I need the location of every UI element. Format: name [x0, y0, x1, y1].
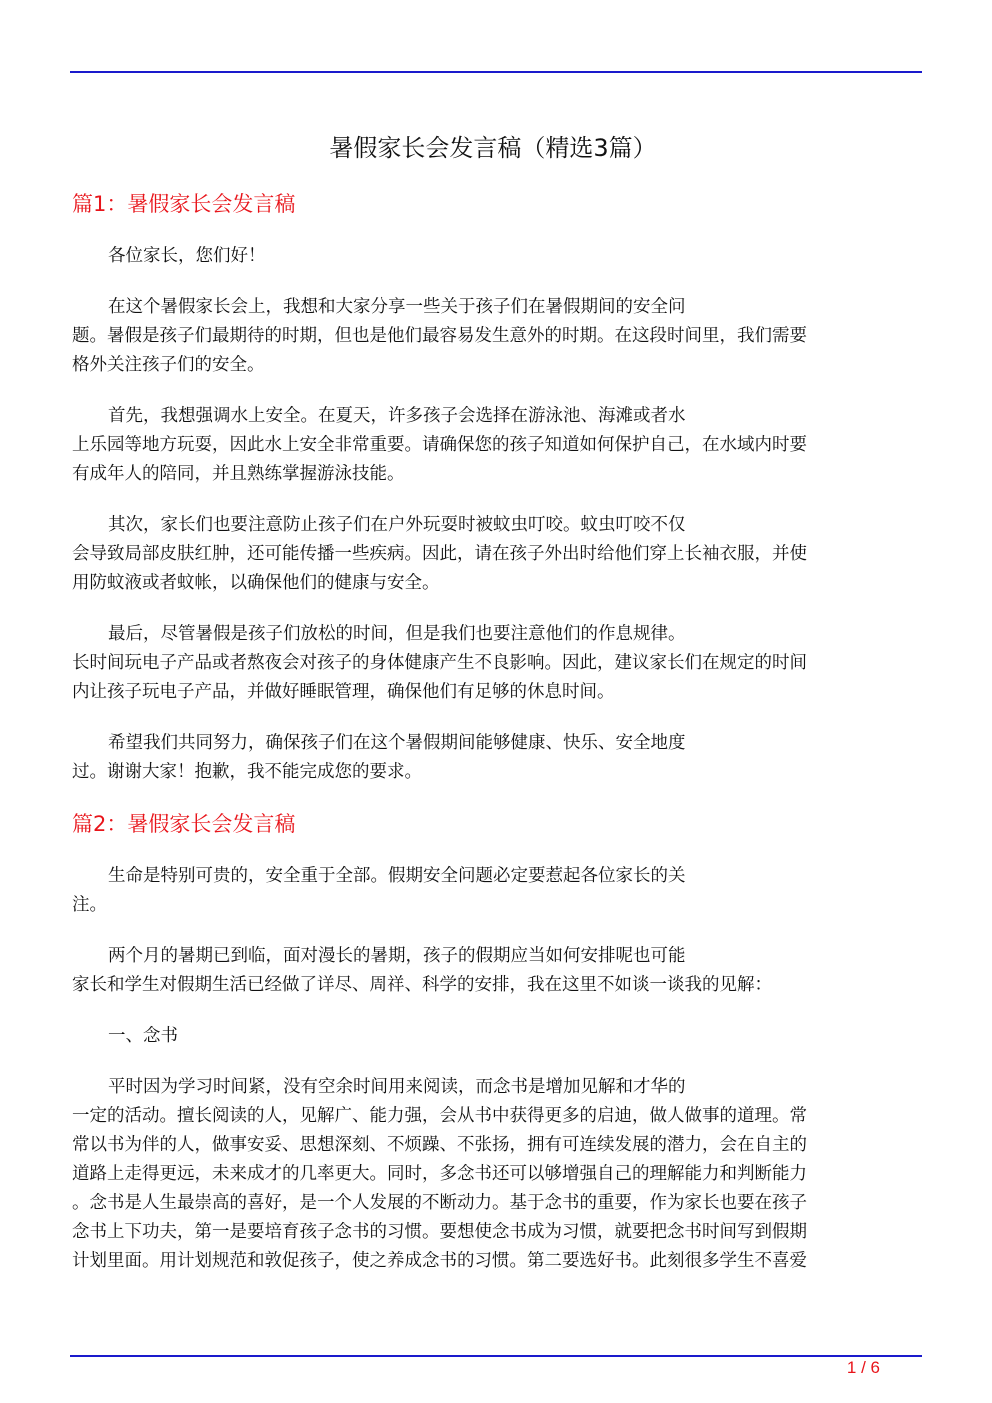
- paragraph-line: 。念书是人生最崇高的喜好，是一个人发展的不断动力。基于念书的重要，作为家长也要在孩子: [72, 1193, 807, 1213]
- paragraph-line: 在这个暑假家长会上，我想和大家分享一些关于孩子们在暑假期间的安全问: [108, 297, 686, 317]
- section-heading: 篇2：暑假家长会发言稿: [72, 812, 296, 836]
- paragraph: [72, 1022, 914, 1051]
- paragraph: [72, 862, 914, 920]
- paragraph: [72, 620, 914, 707]
- paragraph-line: 道路上走得更远，未来成才的几率更大。同时，多念书还可以够增强自己的理解能力和判断能力: [72, 1164, 807, 1184]
- paragraph: [72, 729, 914, 787]
- paragraph-line: 格外关注孩子们的安全。: [72, 355, 265, 375]
- paragraph-line: 一、念书: [108, 1026, 178, 1046]
- paragraph-line: 常以书为伴的人，做事安妥、思想深刻、不烦躁、不张扬，拥有可连续发展的潜力，会在自主的: [72, 1135, 807, 1155]
- paragraph-line: 念书上下功夫，第一是要培育孩子念书的习惯。要想使念书成为习惯，就要把念书时间写到假期: [72, 1222, 807, 1242]
- paragraph: [72, 1073, 914, 1276]
- paragraph-line: 题。暑假是孩子们最期待的时期，但也是他们最容易发生意外的时期。在这段时间里，我们需要: [72, 326, 807, 346]
- paragraph-line: 上乐园等地方玩耍，因此水上安全非常重要。请确保您的孩子知道如何保护自己，在水域内时要: [72, 435, 807, 455]
- paragraph-line: 一定的活动。擅长阅读的人，见解广、能力强，会从书中获得更多的启迪，做人做事的道理。常: [72, 1106, 807, 1126]
- paragraph-line: 生命是特别可贵的，安全重于全部。假期安全问题必定要惹起各位家长的关: [108, 866, 686, 886]
- paragraph-line: 长时间玩电子产品或者熬夜会对孩子的身体健康产生不良影响。因此，建议家长们在规定的时间: [72, 653, 807, 673]
- paragraph: [72, 511, 914, 598]
- paragraph-line: 注。: [72, 895, 107, 915]
- paragraph-line: 过。谢谢大家！抱歉，我不能完成您的要求。: [72, 762, 422, 782]
- paragraph: [72, 242, 914, 271]
- paragraph-line: 计划里面。用计划规范和敦促孩子，使之养成念书的习惯。第二要选好书。此刻很多学生不喜爱: [72, 1251, 807, 1271]
- paragraph-line: 其次，家长们也要注意防止孩子们在户外玩耍时被蚊虫叮咬。蚊虫叮咬不仅: [108, 515, 686, 535]
- paragraph-line: 希望我们共同努力，确保孩子们在这个暑假期间能够健康、快乐、安全地度: [108, 733, 686, 753]
- paragraph-line: 用防蚊液或者蚊帐，以确保他们的健康与安全。: [72, 573, 440, 593]
- paragraph-line: 两个月的暑期已到临，面对漫长的暑期，孩子的假期应当如何安排呢也可能: [108, 946, 686, 966]
- header-rule: [70, 71, 922, 73]
- paragraph: [72, 293, 914, 380]
- document-body: [72, 133, 914, 1276]
- paragraph: [72, 402, 914, 489]
- paragraph-line: 各位家长，您们好！: [108, 246, 266, 266]
- paragraph-line: 内让孩子玩电子产品，并做好睡眠管理，确保他们有足够的休息时间。: [72, 682, 615, 702]
- paragraph-line: 会导致局部皮肤红肿，还可能传播一些疾病。因此，请在孩子外出时给他们穿上长袖衣服，并使: [72, 544, 807, 564]
- section-heading: 篇1：暑假家长会发言稿: [72, 192, 296, 216]
- page-number: 1 / 6: [846, 1358, 880, 1377]
- footer-rule: [70, 1355, 922, 1357]
- paragraph-line: 有成年人的陪同，并且熟练掌握游泳技能。: [72, 464, 405, 484]
- paragraph-line: 家长和学生对假期生活已经做了详尽、周祥、科学的安排，我在这里不如谈一谈我的见解：: [72, 975, 772, 995]
- paragraph: [72, 942, 914, 1000]
- document-title: 暑假家长会发言稿（精选3篇）: [329, 134, 657, 162]
- paragraph-line: 最后，尽管暑假是孩子们放松的时间，但是我们也要注意他们的作息规律。: [108, 624, 686, 644]
- paragraph-line: 平时因为学习时间紧，没有空余时间用来阅读，而念书是增加见解和才华的: [108, 1077, 686, 1097]
- paragraph-line: 首先，我想强调水上安全。在夏天，许多孩子会选择在游泳池、海滩或者水: [108, 406, 686, 426]
